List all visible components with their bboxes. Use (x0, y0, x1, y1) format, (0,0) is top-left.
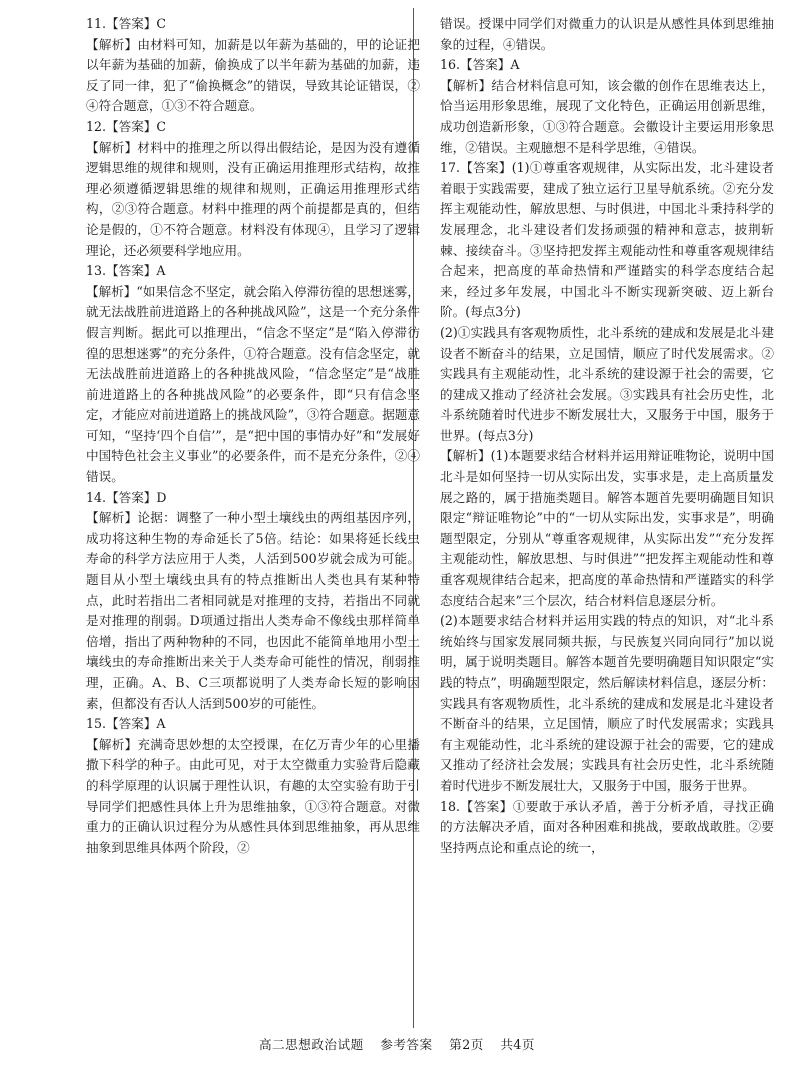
analysis-12: 【解析】材料中的推理之所以得出假结论，是因为没有遵循逻辑思维的规律和规则，没有正确运用推理形式结构，故推理必须遵循逻辑思维的规律和规则，正确运用推理形式结构，②③符合题意。材料中推理的两个前提都是真的，但结论是假的，①不符合题意。材料没有体现④，且学习了逻辑理论，还必须要科学地应用。 (86, 139, 420, 258)
analysis-17-part2: (2)本题要求结合材料并运用实践的特点的知识，对“北斗系统始终与国家发展同频共振，与民族复兴同向同行”加以说明，属于说明类题目。解答本题首先要明确题目知识限定“实践的特点”，明确题型限定，然后解读材料信息，逐层分析：实践具有客观物质性，北斗系统的建成和发展是北斗建设者不断奋斗的结果，立足国情，顺应了时代发展需求；实践具有主观能动性，北斗系统的建设源于社会的需要，它的建成又推动了经济社会发展；实践具有社会历史性，北斗系统随着时代进步不断发展壮大，又服务于中国，服务于世界。 (440, 613, 774, 793)
analysis-13: 【解析】“如果信念不坚定，就会陷入停滞彷徨的思想迷雾，就无法战胜前进道路上的各种挑战风险”，这是一个充分条件假言判断。据此可以推理出，“信念不坚定”是“陷入停滞彷徨的思想迷雾”的充分条件，①符合题意。没有信念坚定，就无法战胜前进道路上的各种挑战风险，“信念坚定”是“战胜前进道路上的各种挑战风险”的必要条件，即“只有信念坚定，才能应对前进道路上的挑战风险”，③符合题意。据题意可知，“坚持‘四个自信’”，是“把中国的事情办好”和“发展好中国特色社会主义事业”的必要条件，而不是充分条件，②④错误。 (86, 283, 420, 485)
analysis-16: 【解析】结合材料信息可知，该会徽的创作在思维表达上，恰当运用形象思维，展现了文化特色，正确运用创新思维，成功创造新形象，①③符合题意。会徽设计主要运用形象思维，②错误。主观臆想不是科学思维，④错误。 (440, 77, 774, 155)
analysis-15-continued: 错误。授课中同学们对微重力的认识是从感性具体到思维抽象的过程，④错误。 (440, 16, 774, 52)
analysis-14: 【解析】论据：调整了一种小型土壤线虫的两组基因序列，成功将这种生物的寿命延长了5倍。结论：如果将延长线虫寿命的科学方法应用于人类，人活到500岁就会成为可能。题目从小型土壤线虫具有的特点推断出人类也具有某种特点，此时若指出二者相同就是对推理的支持，若指出不同就是对推理的削弱。D项通过指出人类寿命不像线虫那样简单倍增，指出了两种物种的不同，也因此不能简单地用小型土壤线虫的寿命推断出来关于人类寿命可能性的情况，削弱推理，正确。A、B、C三项都说明了人类寿命长短的影响因素，但都没有否认人活到500岁的可能性。 (86, 510, 420, 711)
footer-kind: 参考答案 (380, 1037, 433, 1052)
answer-17-part1: 17.【答案】(1)①尊重客观规律，从实际出发，北斗建设者着眼于实践需要，建成了独立运行卫星导航系统。②充分发挥主观能动性，解放思想、与时俱进，中国北斗秉持科学的发展理念，北斗建设者们发扬顽强的精神和意志，披荆斩棘、接续奋斗。③坚持把发挥主观能动性和尊重客观规律结合起来，把高度的革命热情和严谨踏实的科学态度结合起来，经过多年发展，中国北斗不断实现新突破、迈上新台阶。(每点3分) (440, 160, 774, 320)
answer-15: 15.【答案】A (86, 716, 166, 732)
page-footer (0, 1034, 794, 1053)
footer-page: 第2页 (449, 1037, 484, 1052)
answer-16: 16.【答案】A (440, 57, 520, 73)
analysis-11: 【解析】由材料可知，加薪是以年薪为基础的，甲的论证把以年薪为基础的加薪，偷换成了以半年薪为基础的加薪，违反了同一律，犯了“偷换概念”的错误，导致其论证错误，②④符合题意，①③不符合题意。 (86, 36, 420, 114)
footer-total: 共4页 (500, 1037, 536, 1052)
right-column (440, 14, 774, 858)
left-column (86, 14, 420, 858)
analysis-17-part1: 【解析】(1)本题要求结合材料并运用辩证唯物论，说明中国北斗是如何坚持一切从实际出发，实事求是，走上高质量发展之路的，属于措施类题目。解答本题首先要明确题目知识限定“辩证唯物论”中的“一切从实际出发，实事求是”，明确题型限定，分别从“尊重客观规律，从实际出发”“充分发挥主观能动性，解放思想、与时俱进”“把发挥主观能动性和尊重客观规律结合起来，把高度的革命热情和严谨踏实的科学态度结合起来”三个层次，结合材料信息逐层分析。 (440, 448, 774, 608)
analysis-15: 【解析】充满奇思妙想的太空授课，在亿万青少年的心里播撒下科学的种子。由此可见，对于太空微重力实验背后隐藏的科学原理的认识属于理性认识，有趣的太空实验有助于引导同学们把感性具体上升为思维抽象，①③符合题意。对微重力的正确认识过程分为从感性具体到思维抽象，再从思维抽象到思维具体两个阶段，② (86, 736, 420, 855)
answer-12: 12.【答案】C (86, 118, 167, 134)
answer-14: 14.【答案】D (86, 489, 167, 505)
answer-18: 18.【答案】①要敢于承认矛盾，善于分析矛盾，寻找正确的方法解决矛盾，面对各种困难和挑战，要敢战敢胜。②要坚持两点论和重点论的统一， (440, 798, 774, 855)
answer-13: 13.【答案】A (86, 263, 166, 279)
answer-17-part2: (2)①实践具有客观物质性，北斗系统的建成和发展是北斗建设者不断奋斗的结果，立足国情，顺应了时代发展需求。②实践具有主观能动性，北斗系统的建设源于社会的需要，它的建成又推动了经济社会发展。③实践具有社会历史性，北斗系统随着时代进步不断发展壮大，又服务于中国，服务于世界。(每点3分) (440, 324, 774, 443)
answer-11: 11.【答案】C (86, 16, 167, 31)
footer-title: 高二思想政治试题 (258, 1037, 364, 1052)
